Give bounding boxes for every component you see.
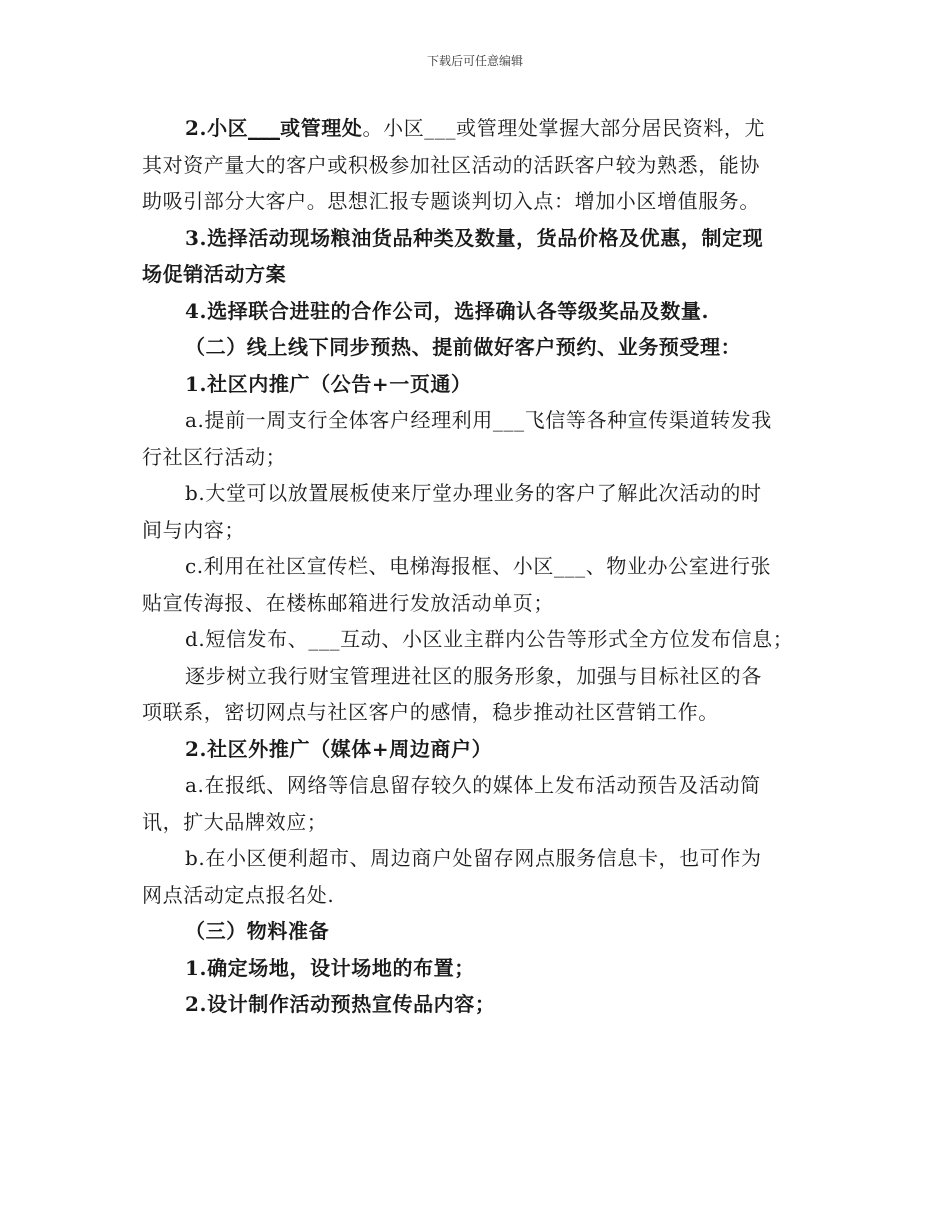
document-body bbox=[142, 110, 812, 1023]
paragraph-line: 讯，扩大品牌效应； bbox=[142, 809, 328, 834]
paragraph-line: 行社区行活动； bbox=[142, 444, 287, 469]
bold-text: 2.小区 bbox=[185, 116, 249, 140]
plain-text: 。小区___或管理处掌握大部分居民资料，尤 bbox=[362, 116, 766, 140]
paragraph-line: 助吸引部分大客户。思想汇报专题谈判切入点：增加小区增值服务。 bbox=[142, 189, 760, 213]
paragraph-line: d.短信发布、___互动、小区业主群内公告等形式全方位发布信息； bbox=[185, 627, 794, 651]
bold-line: 2.设计制作活动预热宣传品内容； bbox=[185, 992, 496, 1016]
bold-blank: ___ bbox=[248, 116, 281, 140]
paragraph-line: 项联系，密切网点与社区客户的感情，稳步推动社区营销工作。 bbox=[142, 700, 719, 724]
paragraph-line: a.提前一周支行全体客户经理利用___飞信等各种宣传渠道转发我 bbox=[185, 408, 772, 432]
bold-line: 场促销活动方案 bbox=[142, 262, 287, 286]
paragraph-line: 网点活动定点报名处. bbox=[142, 882, 335, 907]
paragraph-line: b.在小区便利超市、周边商户处留存网点服务信息卡，也可作为 bbox=[185, 846, 762, 870]
bold-text: 或管理处 bbox=[280, 116, 363, 140]
subsection-heading: 2.社区外推广（媒体+周边商户） bbox=[185, 736, 493, 761]
page-header: 下载后可任意编辑 bbox=[426, 54, 523, 68]
bold-line: 3.选择活动现场粮油货品种类及数量，货品价格及优惠，制定现 bbox=[185, 225, 764, 250]
paragraph-line: 其对资产量大的客户或积极参加社区活动的活跃客户较为熟悉，能协 bbox=[142, 152, 760, 177]
paragraph-line bbox=[142, 110, 812, 147]
section-heading: （二）线上线下同步预热、提前做好客户预约、业务预受理： bbox=[185, 335, 742, 359]
subsection-heading: 1.社区内推广（公告+一页通） bbox=[185, 371, 472, 396]
section-heading: （三）物料准备 bbox=[185, 919, 330, 943]
paragraph-line: c.利用在社区宣传栏、电梯海报框、小区___、物业办公室进行张 bbox=[185, 554, 772, 578]
paragraph-line: 逐步树立我行财宝管理进社区的服务形象，加强与目标社区的各 bbox=[185, 663, 762, 688]
paragraph-line: 贴宣传海报、在楼栋邮箱进行发放活动单页； bbox=[142, 590, 554, 615]
paragraph-line: 间与内容； bbox=[142, 517, 245, 542]
bold-line: 1.确定场地，设计场地的布置； bbox=[185, 955, 475, 980]
paragraph-line: b.大堂可以放置展板使来厅堂办理业务的客户了解此次活动的时 bbox=[185, 481, 762, 505]
paragraph-line: a.在报纸、网络等信息留存较久的媒体上发布活动预告及活动简 bbox=[185, 773, 761, 797]
bold-line: 4.选择联合进驻的合作公司，选择确认各等级奖品及数量. bbox=[185, 298, 710, 323]
